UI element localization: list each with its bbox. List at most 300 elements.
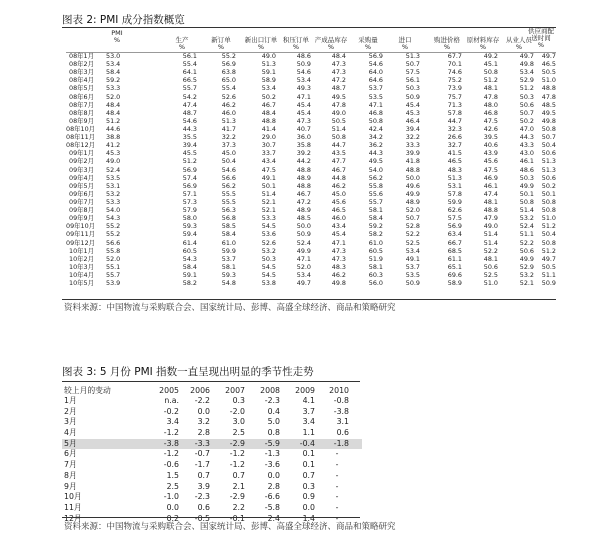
table-cell: 52.1 [261,206,276,215]
row-label: 11月 [64,502,82,512]
table-cell: 53.1 [106,181,121,190]
table-cell: 51.3 [405,52,420,60]
table-cell: 44.3 [182,124,197,133]
table-cell: 49.2 [483,52,498,60]
table-cell: 46.8 [368,108,383,117]
table-cell: -3.3 [194,438,210,448]
table-cell: 3.4 [166,417,179,427]
row-label: 10月 [64,492,82,502]
table-cell: 53.7 [221,254,236,263]
table-cell: 48.8 [483,206,498,215]
table-cell: 47.5 [483,165,498,174]
table-cell: 57.1 [182,189,197,198]
row-label: 3月 [64,417,77,427]
table-cell: 45.0 [331,189,346,198]
table-cell: 41.8 [405,157,420,166]
table-cell: 30.7 [261,141,276,150]
table-cell: 0.2 [166,513,179,523]
column-header [312,37,350,51]
table-cell: 50.8 [483,68,498,77]
table-cell: 1.1 [302,428,315,438]
table-cell: 41.7 [221,124,236,133]
column-header-name: 产成品库存 [314,36,348,44]
table-cell: 50.8 [541,124,556,133]
table-cell: 47.1 [296,254,311,263]
table-cell: 0.8 [267,428,280,438]
table-cell: 67.7 [447,52,462,60]
year-header: 2007 [225,386,245,395]
table-cell: 54.6 [368,60,383,69]
table-cell: 56.3 [221,206,236,215]
column-header-name: 原材料库存 [466,36,500,44]
table-row [62,471,362,482]
table-row [66,214,556,222]
table-row [66,101,556,109]
row-month: 08年4月 [69,76,94,85]
row-month: 08年3月 [69,68,94,77]
table-cell: 0.1 [302,460,315,470]
table-cell: 32.2 [221,133,236,142]
table-cell: 51.3 [541,157,556,166]
table-cell: 4.1 [302,396,315,405]
table-cell: 58.1 [221,262,236,271]
table-cell: 53.9 [106,279,121,288]
table-cell: 59.3 [221,270,236,279]
table-cell: 47.8 [483,92,498,101]
table-cell: 56.0 [368,279,383,288]
table-cell: 0.0 [166,502,179,512]
column-header-name: 采购量 [358,36,378,44]
table-cell: 43.0 [519,149,534,158]
table-row [66,84,556,92]
table-cell: 59.1 [261,68,276,77]
table-cell: 48.5 [296,214,311,223]
table-cell: 51.0 [541,76,556,85]
table-cell: 63.8 [221,68,236,77]
row-label: 6月 [64,449,77,459]
table-cell: 47.1 [368,100,383,109]
row-month: 09年12月 [66,238,96,247]
table-cell: 54.0 [368,165,383,174]
table-cell: 47.0 [519,124,534,133]
table-cell: 57.9 [182,206,197,215]
table-cell: 48.3 [447,165,462,174]
table-cell: 36.0 [296,133,311,142]
table-cell: n.a. [164,396,179,405]
row-month: 08年1月 [69,52,94,60]
row-label: 5月 [64,438,77,448]
table-cell: 41.2 [106,141,121,150]
table-cell: 33.7 [261,149,276,158]
figure2-source: 资料来源：中国物流与采购联合会、国家统计局、彭博、高盛全球经济、商品和策略研究 [64,303,396,313]
table-cell: -2.9 [229,492,245,502]
column-header [202,37,240,51]
row-month: 08年9月 [69,116,94,125]
table-cell: - [335,449,339,459]
column-header-name: 生产 [175,36,189,44]
table-cell: 47.2 [331,76,346,85]
table-cell: 43.9 [483,149,498,158]
table-row [66,117,556,125]
table-header [66,27,556,52]
table-cell: 45.4 [405,100,420,109]
table-cell: 55.8 [368,181,383,190]
table-cell: 52.5 [483,270,498,279]
table-cell: 53.2 [519,270,534,279]
table-cell: 52.0 [296,262,311,271]
table-cell: 60.5 [182,246,197,255]
figure3-title: 图表 3: 5 月份 PMI 指数一直呈现出明显的季节性走势 [62,366,314,378]
table-cell: -0.2 [163,406,179,416]
table-cell: 50.4 [221,157,236,166]
table-cell: 52.5 [405,238,420,247]
table-cell: 65.0 [221,76,236,85]
column-header-name: 进口 [398,36,412,44]
table-cell: 37.3 [221,141,236,150]
table-cell: - [335,460,339,470]
table-cell: 54.5 [261,262,276,271]
table-cell: 0.1 [302,449,315,459]
table-row [66,157,556,165]
year-header: 2010 [329,386,349,395]
row-month: 09年2月 [69,157,94,166]
column-header-name: 新出口订单 [244,36,278,44]
table-cell: 61.0 [221,238,236,247]
table-cell: 45.3 [405,108,420,117]
table-cell: 48.6 [296,52,311,60]
table-cell: 61.1 [447,254,462,263]
table-cell: 58.1 [368,206,383,215]
row-month: 09年4月 [69,173,94,182]
seasonality-table [62,385,362,524]
table-cell: 56.2 [221,181,236,190]
table-cell: 50.9 [541,279,556,288]
row-month: 09年5月 [69,181,94,190]
table-cell: 54.5 [261,222,276,231]
table-cell: 56.9 [221,60,236,69]
table-cell: 48.8 [296,181,311,190]
table-cell: 68.5 [447,246,462,255]
table-cell: 50.8 [541,206,556,215]
table-cell: 52.1 [519,279,534,288]
table-cell: 75.7 [447,92,462,101]
table-cell: 45.5 [182,149,197,158]
table-cell: 49.5 [368,157,383,166]
table-row [66,141,556,149]
table-row [62,407,362,418]
table-cell: 50.7 [405,60,420,69]
table-cell: 53.6 [261,230,276,239]
table-row [66,68,556,76]
row-month: 09年6月 [69,189,94,198]
row-month: 08年11月 [66,133,96,142]
table-row [66,182,556,190]
table-cell: 50.4 [541,141,556,150]
table-cell: 48.4 [331,52,346,60]
table-cell: 48.8 [296,165,311,174]
row-month: 08年2月 [69,60,94,69]
table-cell: 51.0 [483,279,498,288]
table-cell: 42.6 [483,124,498,133]
table-cell: 46.0 [331,214,346,223]
row-label: 12月 [64,513,82,523]
table-cell: 48.4 [106,108,121,117]
table-cell: 48.4 [106,100,121,109]
table-cell: 48.0 [483,100,498,109]
table-body [62,396,362,524]
table-cell: 45.0 [221,149,236,158]
table-cell: 53.3 [261,214,276,223]
table-cell: 0.3 [302,481,315,491]
table-cell: 50.8 [368,116,383,125]
column-header-unit: % [479,43,487,51]
header-label: 较上月的变动 [64,386,111,395]
year-header: 2006 [190,386,210,395]
column-header [242,37,280,51]
table-cell: 49.9 [405,189,420,198]
table-cell: 39.5 [483,133,498,142]
table-cell: 46.2 [221,100,236,109]
table-header [62,385,362,396]
table-cell: 51.2 [483,76,498,85]
table-row [66,198,556,206]
table-cell: 44.7 [447,116,462,125]
table-cell: 50.4 [541,230,556,239]
table-cell: 49.7 [296,279,311,288]
table-cell: 50.3 [405,84,420,93]
table-cell: 51.3 [221,116,236,125]
table-row [66,60,556,68]
table-row [66,149,556,157]
table-cell: 61.4 [182,238,197,247]
table-cell: 49.0 [483,222,498,231]
table-cell: 53.7 [405,262,420,271]
table-cell: 26.6 [447,133,462,142]
table-cell: 60.3 [368,270,383,279]
row-label: 9月 [64,481,77,491]
table-cell: 45.4 [296,108,311,117]
table-cell: 50.6 [541,173,556,182]
table-row [66,52,556,60]
table-cell: 48.7 [182,108,197,117]
table-cell: 64.0 [368,68,383,77]
table-cell: 50.9 [296,230,311,239]
table-cell: 49.7 [519,52,534,60]
table-cell: 46.4 [405,116,420,125]
table-cell: 48.8 [405,165,420,174]
table-cell: 50.6 [519,100,534,109]
table-cell: 45.4 [296,100,311,109]
table-cell: 1.4 [302,513,315,523]
table-cell: -0.4 [299,438,315,448]
table-cell: 55.2 [221,52,236,60]
table-cell: 0.3 [232,396,245,405]
table-row [66,230,556,238]
table-cell: 50.1 [541,189,556,198]
table-cell: 59.4 [182,230,197,239]
table-cell: 50.1 [261,181,276,190]
table-cell: 58.2 [182,279,197,288]
table-cell: 66.5 [182,76,197,85]
table-cell: 40.7 [296,124,311,133]
table-cell: 56.9 [447,222,462,231]
table-cell: 51.3 [447,173,462,182]
table-cell: 48.9 [405,197,420,206]
column-header-name: 积压订单 [283,36,309,44]
table-row [66,109,556,117]
table-cell: 58.4 [368,214,383,223]
column-header-unit: % [217,43,225,51]
table-cell: 34.2 [368,133,383,142]
table-cell: 47.1 [296,92,311,101]
table-cell: 44.2 [296,157,311,166]
figure2-top-rule [62,27,556,28]
table-cell: 48.8 [261,116,276,125]
table-cell: 59.3 [182,222,197,231]
table-cell: 51.2 [519,84,534,93]
table-cell: 51.4 [519,206,534,215]
table-cell: 51.9 [368,254,383,263]
table-cell: 54.2 [182,92,197,101]
table-cell: 47.8 [541,92,556,101]
column-header [428,37,466,51]
table-cell: - [335,513,339,523]
table-cell: -0.5 [194,513,210,523]
table-cell: 3.1 [336,417,349,427]
table-cell: 58.4 [106,68,121,77]
table-cell: 3.4 [302,417,315,427]
table-cell: - [335,470,339,480]
year-header: 2005 [159,386,179,395]
table-cell: 0.4 [267,406,280,416]
table-row [66,239,556,247]
table-body [66,52,556,287]
table-cell: 55.4 [221,84,236,93]
table-cell: 52.9 [519,76,534,85]
row-label: 4月 [64,428,77,438]
table-row [66,190,556,198]
table-cell: 49.8 [519,60,534,69]
column-header-name: 供应商配送时间 [528,27,554,42]
row-month: 09年9月 [69,214,94,223]
table-cell: 55.5 [221,197,236,206]
table-cell: 46.9 [483,173,498,182]
table-cell: 50.2 [519,116,534,125]
table-cell: 52.4 [296,238,311,247]
table-cell: 55.5 [221,189,236,198]
table-cell: 0.7 [302,470,315,480]
table-cell: 0.7 [232,470,245,480]
table-cell: 46.0 [221,108,236,117]
column-header-unit: % [292,43,300,51]
table-cell: 50.7 [541,133,556,142]
table-cell: 50.6 [541,149,556,158]
table-cell: 55.4 [182,60,197,69]
table-cell: 47.5 [483,116,498,125]
table-cell: 60.5 [368,246,383,255]
table-cell: 52.0 [106,92,121,101]
table-cell: 49.6 [405,181,420,190]
row-month: 08年5月 [69,84,94,93]
table-cell: 53.2 [519,214,534,223]
table-cell: 50.8 [519,197,534,206]
table-cell: 53.3 [106,84,121,93]
row-month: 08年7月 [69,100,94,109]
table-row [62,396,362,407]
table-cell: 50.2 [541,181,556,190]
table-cell: 49.3 [296,84,311,93]
table-cell: 49.9 [519,254,534,263]
table-cell: -6.6 [264,492,280,502]
table-cell: 49.9 [519,181,534,190]
table-row [66,263,556,271]
table-cell: 47.5 [261,165,276,174]
table-cell: -2.3 [194,492,210,502]
column-header [386,37,424,51]
figure2-bottom-rule [62,299,556,300]
table-cell: 50.1 [519,189,534,198]
table-cell: 46.5 [541,60,556,69]
table-cell: 47.4 [483,189,498,198]
table-cell: 3.0 [232,417,245,427]
table-cell: 50.7 [519,108,534,117]
table-cell: 59.9 [221,246,236,255]
table-row [66,279,556,287]
table-cell: 2.8 [267,481,280,491]
table-cell: 0.7 [197,470,210,480]
table-cell: -1.2 [229,449,245,459]
table-cell: -1.8 [333,438,349,448]
table-cell: 58.9 [447,279,462,288]
table-row [66,76,556,84]
table-cell: 47.3 [331,68,346,77]
column-header-name: 从业人员 [506,36,532,44]
table-cell: 52.6 [221,92,236,101]
table-cell: 51.1 [541,270,556,279]
table-cell: 2.1 [232,481,245,491]
table-cell: 35.5 [182,133,197,142]
table-cell: 49.1 [261,173,276,182]
column-header-unit: % [401,43,409,51]
table-cell: 48.9 [296,206,311,215]
table-cell: 5.0 [267,417,280,427]
table-cell: 0.9 [302,492,315,502]
table-cell: 44.3 [368,149,383,158]
row-month: 08年10月 [66,124,96,133]
column-header-unit: % [327,43,335,51]
table-cell: 41.4 [261,124,276,133]
table-cell: 64.6 [368,76,383,85]
table-cell: 3.2 [197,417,210,427]
table-cell: -2.0 [229,406,245,416]
table-cell: -2.3 [264,396,280,405]
table-cell: 69.6 [447,270,462,279]
table-cell: 49.0 [106,157,121,166]
table-cell: 51.2 [182,157,197,166]
row-month: 09年10月 [66,222,96,231]
table-cell: 43.5 [331,149,346,158]
table-cell: 49.5 [331,92,346,101]
table-cell: 41.5 [447,149,462,158]
table-cell: 61.0 [368,238,383,247]
column-header-unit: % [537,41,545,49]
table-cell: 3.7 [302,406,315,416]
table-cell: 51.4 [331,124,346,133]
table-cell: 48.1 [483,254,498,263]
table-cell: 54.6 [221,165,236,174]
column-header [349,37,387,51]
table-cell: 48.3 [331,262,346,271]
